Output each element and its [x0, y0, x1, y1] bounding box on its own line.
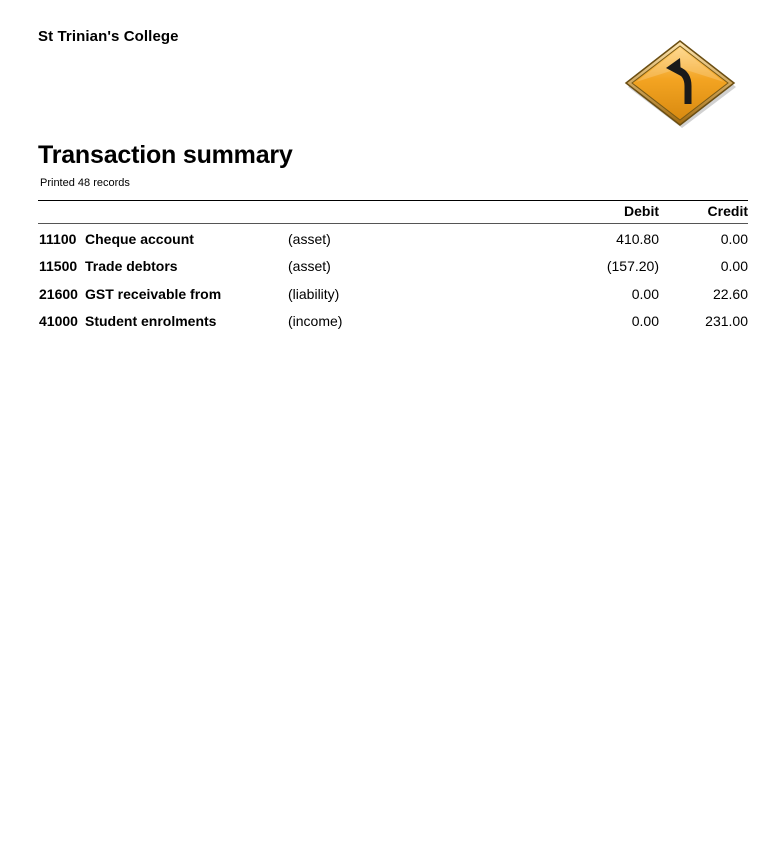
table-row — [0, 258, 774, 278]
organisation-name: St Trinian's College — [38, 28, 179, 45]
account-name: Cheque account — [85, 231, 194, 247]
logo — [624, 38, 738, 132]
debit-amount: (157.20) — [606, 258, 659, 274]
account-name: Student enrolments — [85, 313, 217, 329]
table-row — [0, 231, 774, 251]
record-count: Printed 48 records — [40, 177, 130, 189]
column-header-debit: Debit — [624, 203, 659, 219]
table-row — [0, 286, 774, 306]
debit-amount: 410.80 — [616, 231, 659, 247]
account-code: 11100 — [39, 231, 77, 247]
account-type: (liability) — [288, 286, 340, 302]
report-title: Transaction summary — [38, 141, 293, 169]
account-name: Trade debtors — [85, 258, 178, 274]
account-type: (asset) — [288, 258, 331, 274]
header-divider — [38, 223, 748, 224]
debit-amount: 0.00 — [631, 286, 659, 302]
credit-amount: 0.00 — [720, 231, 748, 247]
account-type: (income) — [288, 313, 343, 329]
account-code: 21600 — [39, 286, 78, 302]
table-row — [0, 313, 774, 333]
top-divider — [38, 200, 748, 201]
account-name: GST receivable from — [85, 286, 222, 302]
account-type: (asset) — [288, 231, 331, 247]
credit-amount: 22.60 — [712, 286, 748, 302]
credit-amount: 231.00 — [705, 313, 748, 329]
credit-amount: 0.00 — [720, 258, 748, 274]
account-code: 41000 — [39, 313, 78, 329]
account-code: 11500 — [39, 258, 78, 274]
curve-left-road-sign-icon — [624, 38, 738, 132]
debit-amount: 0.00 — [631, 313, 659, 329]
column-header-credit: Credit — [707, 203, 748, 219]
